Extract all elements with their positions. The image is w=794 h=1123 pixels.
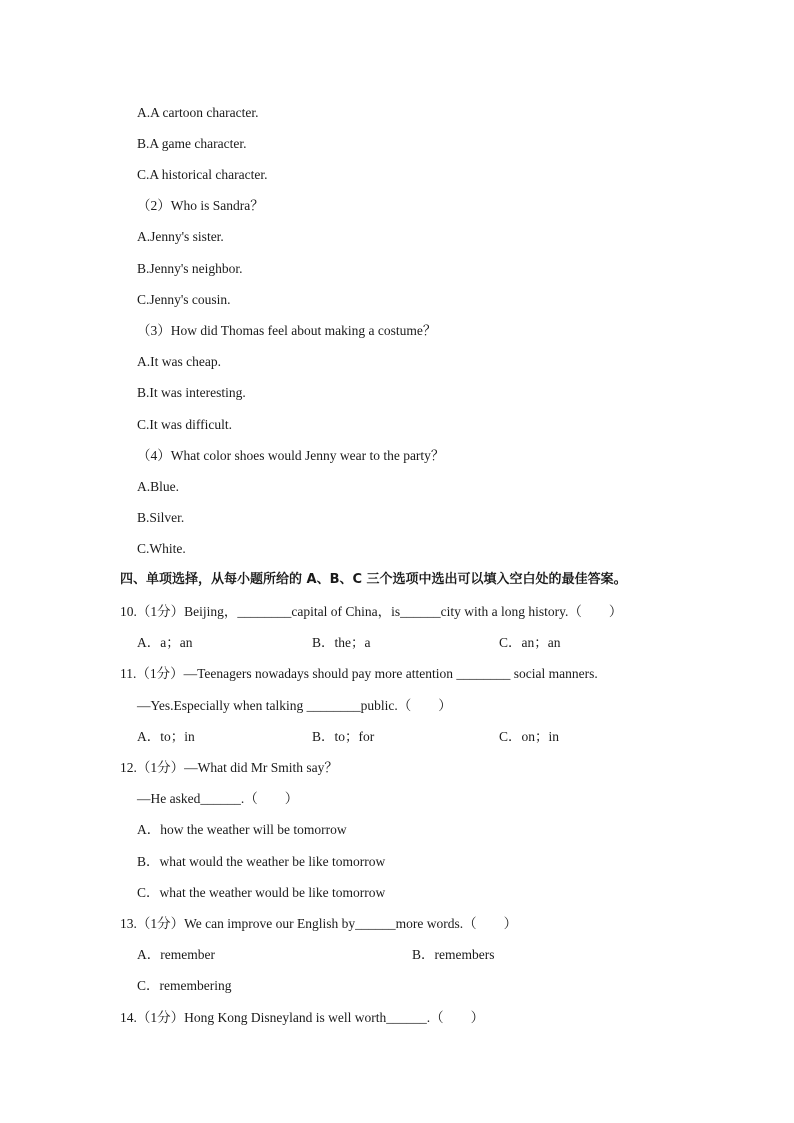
q11-question-line2: —Yes.Especially when talking ________public.（ ）: [137, 698, 452, 713]
q2-option-b: B.Jenny's neighbor.: [137, 261, 243, 276]
q11-question: 11.（1分）—Teenagers nowadays should pay more attention ________ social manners.: [120, 666, 598, 681]
q10-option-a: A．a；an: [137, 635, 193, 650]
section-heading: 四、单项选择，从每小题所给的 A、B、C 三个选项中选出可以填入空白处的最佳答案。: [120, 572, 627, 587]
q13-option-a: A．remember: [137, 947, 215, 962]
q13-option-c: C．remembering: [137, 978, 232, 993]
q2-option-a: A.Jenny's sister.: [137, 229, 224, 244]
q13-question: 13.（1分）We can improve our English by______more words.（ ）: [120, 916, 518, 931]
q3-option-a: A.It was cheap.: [137, 354, 221, 369]
q12-question: 12.（1分）—What did Mr Smith say？: [120, 760, 338, 775]
q1-option-c: C.A historical character.: [137, 167, 268, 182]
q1-option-a: A.A cartoon character.: [137, 105, 259, 120]
q3-option-c: C.It was difficult.: [137, 417, 232, 432]
q4-option-b: B.Silver.: [137, 510, 185, 525]
q14-question: 14.（1分）Hong Kong Disneyland is well worth______.（ ）: [120, 1010, 485, 1025]
q13-option-b: B．remembers: [412, 947, 495, 962]
q11-option-a: A．to；in: [137, 729, 195, 744]
q1-option-b: B.A game character.: [137, 136, 247, 151]
q11-option-b: B．to；for: [312, 729, 375, 744]
q10-option-c: C．an；an: [499, 635, 561, 650]
q12-option-a: A．how the weather will be tomorrow: [137, 822, 347, 837]
q2-option-c: C.Jenny's cousin.: [137, 292, 231, 307]
q2-question: （2）Who is Sandra？: [137, 198, 264, 213]
q12-question-line2: —He asked______.（ ）: [137, 791, 299, 806]
q10-option-b: B．the；a: [312, 635, 371, 650]
q12-option-b: B．what would the weather be like tomorrow: [137, 854, 386, 869]
q3-option-b: B.It was interesting.: [137, 385, 246, 400]
q4-option-c: C.White.: [137, 541, 186, 556]
q10-question: 10.（1分）Beijing，________capital of China，is______city with a long history.（ ）: [120, 604, 623, 619]
q4-option-a: A.Blue.: [137, 479, 179, 494]
q3-question: （3）How did Thomas feel about making a costume？: [137, 323, 437, 338]
q11-option-c: C．on；in: [499, 729, 560, 744]
q12-option-c: C．what the weather would be like tomorrow: [137, 885, 386, 900]
q4-question: （4）What color shoes would Jenny wear to the party？: [137, 448, 445, 463]
